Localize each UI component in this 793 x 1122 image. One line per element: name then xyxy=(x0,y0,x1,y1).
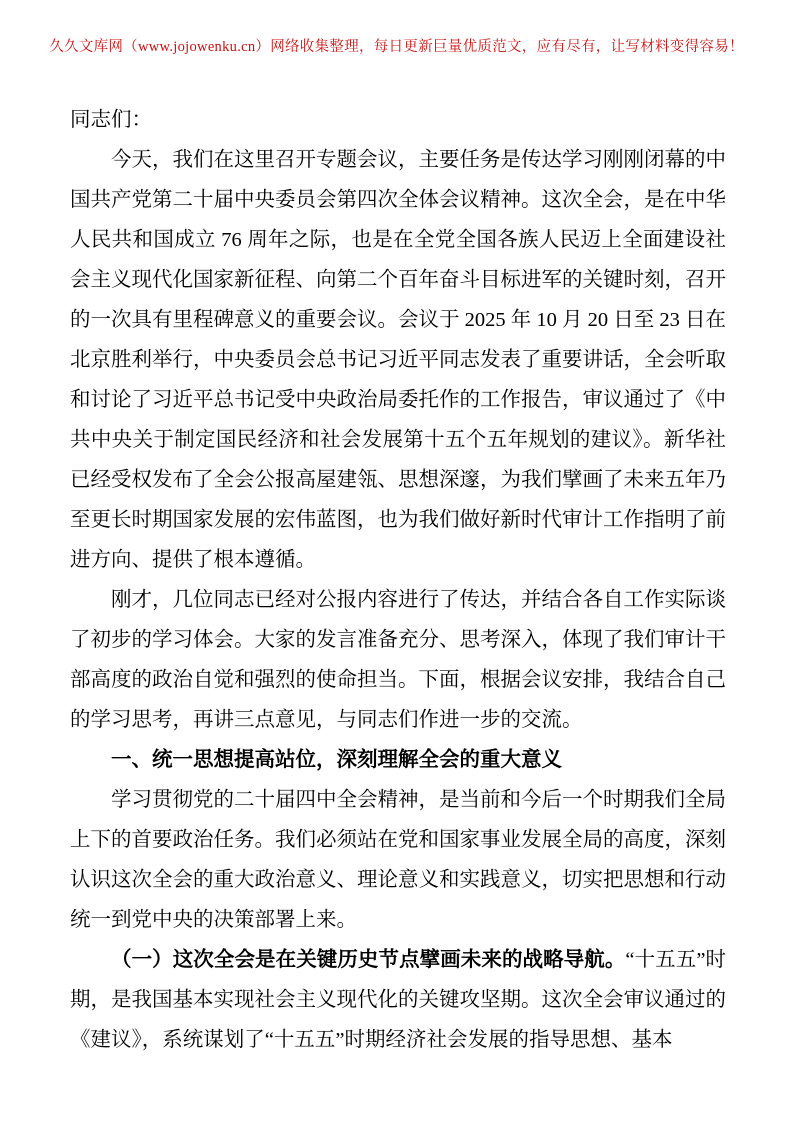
subpoint-bold-lead: （一）这次全会是在关键历史节点擘画未来的战略导航。 xyxy=(111,949,626,971)
paragraph-section1-body: 学习贯彻党的二十届四中全会精神，是当前和今后一个时期我们全局上下的首要政治任务。我们必须站在党和国家事业发展全局的高度，深刻认识这次全会的重大政治意义、理论意义和实践意义，切实把思想和行动统一到党中央的决策部署上来。 xyxy=(70,789,726,931)
subpoint-text: “十五五”时期，是我国基本实现社会主义现代化的关键攻坚期。这次全会审议通过的《建议》，系统谋划了“十五五”时期经济社会发展的指导思想、基本 xyxy=(70,949,727,1051)
section-heading-1: 一、统一思想提高站位，深刻理解全会的重大意义 xyxy=(111,749,562,771)
document-body xyxy=(70,100,726,1060)
paragraph-transition: 刚才，几位同志已经对公报内容进行了传达，并结合各自工作实际谈了初步的学习体会。大家的发言准备充分、思考深入，体现了我们审计干部高度的政治自觉和强烈的使命担当。下面，根据会议安排，我结合自己的学习思考，再讲三点意见，与同志们作进一步的交流。 xyxy=(70,589,726,731)
watermark-text: 久久文库网（www.jojowenku.cn）网络收集整理，每日更新巨量优质范文，应有尽有，让写材料变得容易！ xyxy=(49,39,744,55)
watermark-header xyxy=(0,36,793,58)
paragraph-subpoint-1 xyxy=(70,940,726,1060)
salutation: 同志们： xyxy=(70,109,152,131)
paragraph-intro: 今天，我们在这里召开专题会议，主要任务是传达学习刚刚闭幕的中国共产党第二十届中央委员会第四次全体会议精神。这次全会，是在中华人民共和国成立 76 周年之际，也是在全党全国各族人民迈上全面建设社会主义现代化国家新征程、向第二个百年奋斗目标进军的关键时刻，召开的一次具有里程碑意义的重要会议。会议于 2025 年 10 月 20 日至 23 日在北京胜利举行，中央委员会总书记习近平同志发表了重要讲话，全会听取和讨论了习近平总书记受中央政治局委托作的工作报告，审议通过了《中共中央关于制定国民经济和社会发展第十五个五年规划的建议》。新华社已经受权发布了全会公报高屋建瓴、思想深邃，为我们擘画了未来五年乃至更长时期国家发展的宏伟蓝图，也为我们做好新时代审计工作指明了前进方向、提供了根本遵循。 xyxy=(70,149,726,571)
